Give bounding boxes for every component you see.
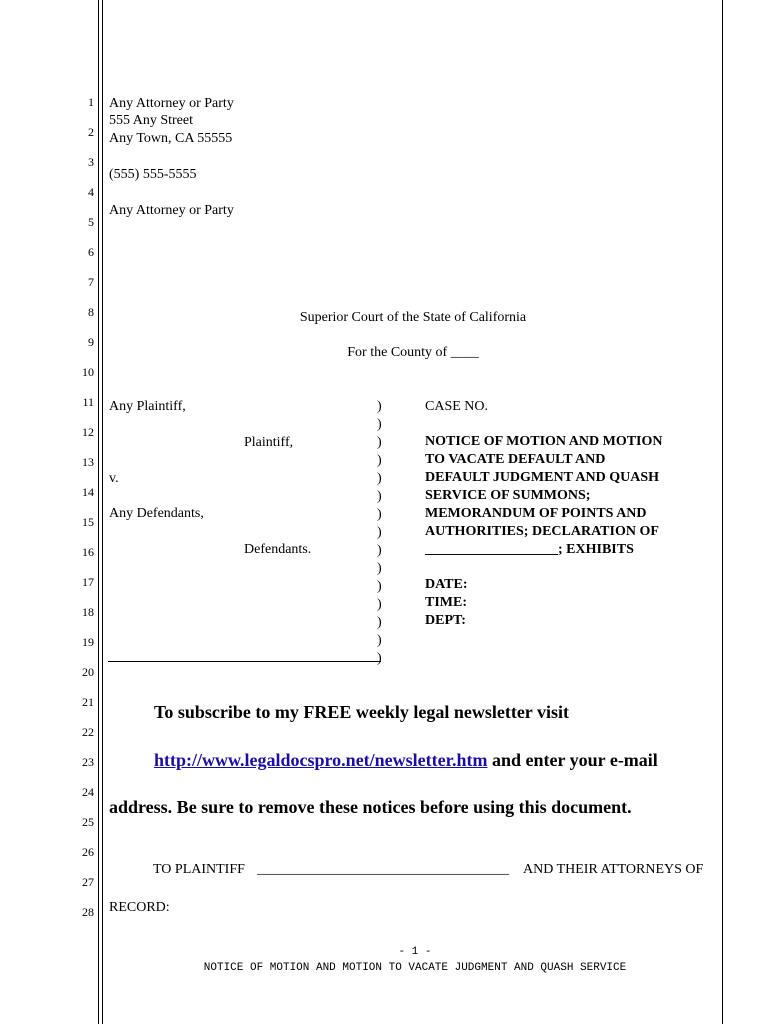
line-number: 8 bbox=[88, 305, 94, 319]
defendant-label: Defendants. bbox=[244, 542, 312, 557]
line-number: 4 bbox=[88, 185, 94, 199]
case-title-line: MEMORANDUM OF POINTS AND bbox=[425, 506, 647, 521]
court-name: Superior Court of the State of California bbox=[299, 310, 527, 325]
attorney-street: 555 Any Street bbox=[109, 113, 193, 128]
line-number: 25 bbox=[82, 815, 94, 829]
line-number: 26 bbox=[82, 845, 94, 859]
record-label: RECORD: bbox=[109, 900, 170, 915]
attorney-name: Any Attorney or Party bbox=[109, 96, 234, 111]
line-number: 10 bbox=[82, 365, 94, 379]
notice-line-2-rest: and enter your e-mail bbox=[487, 750, 658, 770]
notice-line-1: To subscribe to my FREE weekly legal newsletter visit bbox=[154, 702, 569, 722]
left-margin-rule-inner bbox=[102, 0, 103, 1024]
attorney-for: Any Attorney or Party bbox=[109, 203, 234, 218]
attorney-city: Any Town, CA 55555 bbox=[109, 131, 233, 146]
case-title-line: DEFAULT JUDGMENT AND QUASH bbox=[425, 470, 660, 485]
left-margin-rule-outer bbox=[98, 0, 99, 1024]
hearing-dept-label: DEPT: bbox=[425, 613, 466, 628]
line-number: 1 bbox=[88, 95, 94, 109]
attorney-phone: (555) 555-5555 bbox=[109, 167, 197, 182]
hearing-date-label: DATE: bbox=[425, 577, 468, 592]
notice-line-2 bbox=[154, 750, 658, 771]
line-number: 24 bbox=[82, 785, 94, 799]
caption-bottom-rule bbox=[108, 661, 381, 662]
line-number: 7 bbox=[88, 275, 94, 289]
line-number: 14 bbox=[82, 485, 94, 499]
line-number: 13 bbox=[82, 455, 94, 469]
hearing-time-label: TIME: bbox=[425, 595, 467, 610]
line-number: 16 bbox=[82, 545, 94, 559]
newsletter-link[interactable]: http://www.legaldocspro.net/newsletter.htm bbox=[154, 750, 488, 770]
case-title-line: NOTICE OF MOTION AND MOTION bbox=[425, 434, 663, 449]
defendant-name: Any Defendants, bbox=[109, 506, 204, 521]
line-number: 9 bbox=[88, 335, 94, 349]
case-title-line: ___________________; EXHIBITS bbox=[425, 542, 634, 557]
case-title-line: TO VACATE DEFAULT AND bbox=[425, 452, 606, 467]
footer-page-number: - 1 - bbox=[398, 946, 432, 958]
case-title-line: AUTHORITIES; DECLARATION OF bbox=[425, 524, 659, 539]
plaintiff-blank-line: ____________________________________ bbox=[257, 862, 509, 877]
line-number: 18 bbox=[82, 605, 94, 619]
line-number: 11 bbox=[82, 395, 94, 409]
line-number: 12 bbox=[82, 425, 94, 439]
notice-line-3: address. Be sure to remove these notices before using this document. bbox=[109, 797, 632, 817]
line-number: 17 bbox=[82, 575, 94, 589]
plaintiff-name: Any Plaintiff, bbox=[109, 399, 186, 414]
line-number: 22 bbox=[82, 725, 94, 739]
attorneys-of-label: AND THEIR ATTORNEYS OF bbox=[523, 862, 704, 877]
case-title-line: SERVICE OF SUMMONS; bbox=[425, 488, 591, 503]
right-margin-rule bbox=[722, 0, 723, 1024]
versus-text: v. bbox=[109, 471, 119, 486]
line-number: 3 bbox=[88, 155, 94, 169]
caption-parentheses: ) ) ) ) ) ) ) ) ) ) ) ) ) ) ) bbox=[377, 399, 382, 666]
line-number: 20 bbox=[82, 665, 94, 679]
line-number: 21 bbox=[82, 695, 94, 709]
line-number: 23 bbox=[82, 755, 94, 769]
line-number: 19 bbox=[82, 635, 94, 649]
line-number: 2 bbox=[88, 125, 94, 139]
line-number: 15 bbox=[82, 515, 94, 529]
to-plaintiff-label: TO PLAINTIFF bbox=[153, 862, 245, 877]
line-number: 5 bbox=[88, 215, 94, 229]
line-number: 27 bbox=[82, 875, 94, 889]
line-number: 6 bbox=[88, 245, 94, 259]
court-county: For the County of ____ bbox=[347, 345, 479, 360]
footer-title: NOTICE OF MOTION AND MOTION TO VACATE JUDGMENT AND QUASH SERVICE bbox=[203, 962, 627, 974]
case-number-label: CASE NO. bbox=[425, 399, 489, 414]
line-number: 28 bbox=[82, 905, 94, 919]
plaintiff-label: Plaintiff, bbox=[244, 435, 294, 450]
